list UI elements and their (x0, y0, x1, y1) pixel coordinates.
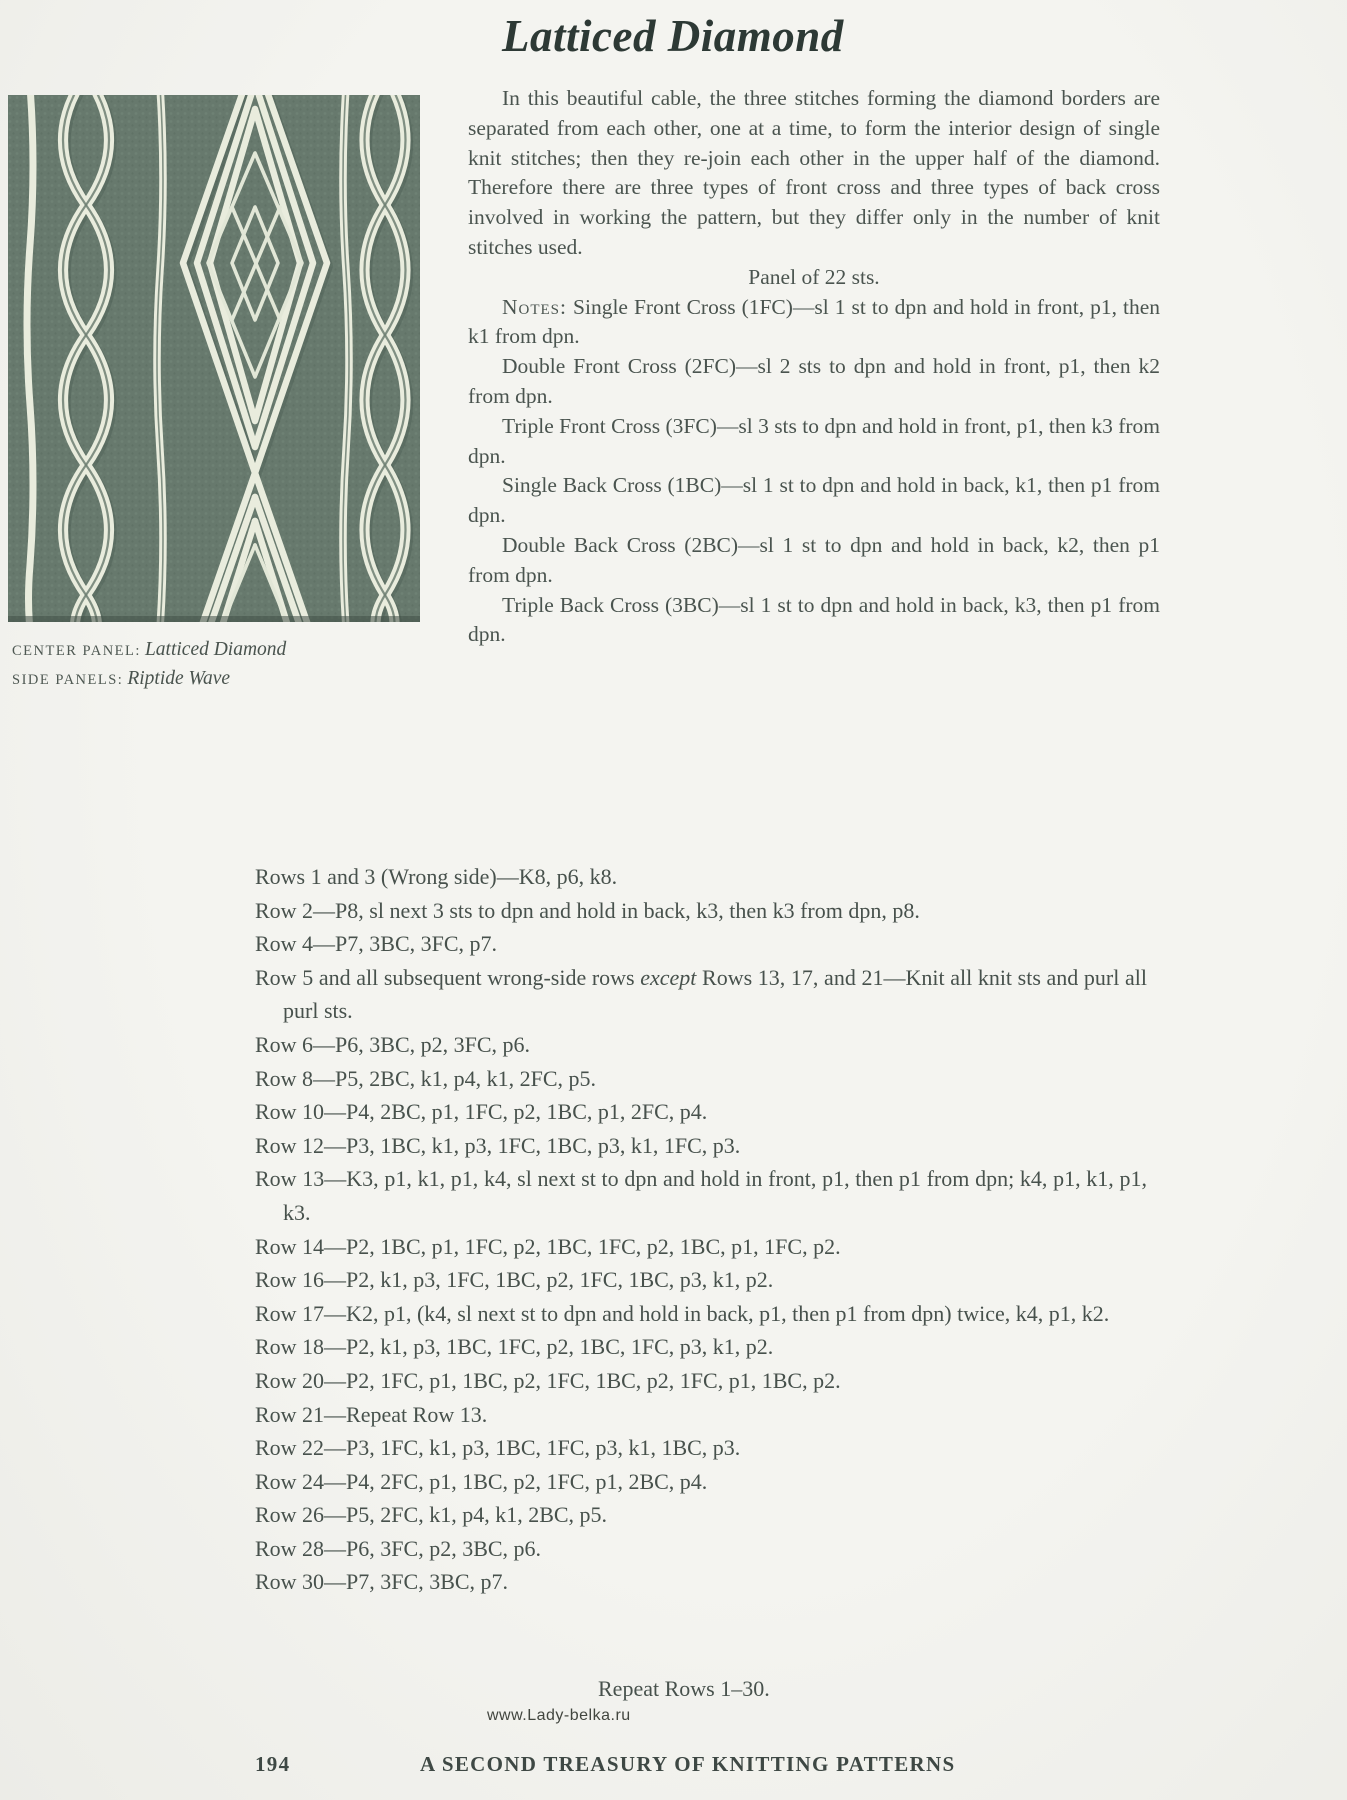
note-text: Double Back Cross (2BC)—sl 1 st to dpn and hold in back, k2, then p1 from dpn. (468, 532, 1160, 587)
note-paragraph (468, 352, 1160, 412)
pattern-row: Row 21—Repeat Row 13. (255, 1401, 488, 1427)
note-paragraph (468, 412, 1160, 472)
note-text: Triple Back Cross (3BC)—sl 1 st to dpn and hold in back, k3, then p1 from dpn. (468, 592, 1160, 647)
knit-swatch-illustration (8, 95, 420, 622)
note-paragraph (468, 471, 1160, 531)
pattern-row: Row 30—P7, 3FC, 3BC, p7. (255, 1569, 509, 1595)
caption-center-label: CENTER PANEL: (12, 643, 141, 659)
pattern-row: Row 24—P4, 2FC, p1, 1BC, p2, 1FC, p1, 2BC, p4. (255, 1468, 708, 1494)
pattern-row: Row 26—P5, 2FC, k1, p4, k1, 2BC, p5. (255, 1502, 608, 1528)
row-text: Rows 13, 17, and 21—Knit all knit sts and purl all purl sts. (283, 964, 1147, 1024)
pattern-row: Row 17—K2, p1, (k4, sl next st to dpn and hold in back, p1, then p1 from dpn) twice, k4, p1, k2. (255, 1300, 1110, 1326)
pattern-row (255, 961, 1147, 1028)
page-number: 194 (255, 1752, 291, 1776)
book-title: A SECOND TREASURY OF KNITTING PATTERNS (420, 1752, 956, 1776)
caption-side-value: Riptide Wave (127, 668, 231, 689)
panel-stitch-count: Panel of 22 sts. (748, 264, 880, 289)
caption-line (12, 665, 432, 694)
notes-label: Notes: (502, 294, 567, 319)
pattern-row: Row 4—P7, 3BC, 3FC, p7. (255, 931, 498, 957)
pattern-row: Row 20—P2, 1FC, p1, 1BC, p2, 1FC, 1BC, p2, 1FC, p1, 1BC, p2. (255, 1367, 841, 1393)
knit-swatch-photo (8, 95, 420, 622)
note-paragraph (468, 293, 1160, 353)
pattern-rows-section (255, 860, 1147, 1599)
caption-center-value: Latticed Diamond (144, 639, 287, 660)
pattern-row: Row 13—K3, p1, k1, p1, k4, sl next st to dpn and hold in front, p1, then p1 from dpn; k4, p1, k1, p1, k3. (255, 1166, 1147, 1225)
note-text: Double Front Cross (2FC)—sl 2 sts to dpn and hold in front, p1, then k2 from dpn. (468, 354, 1160, 408)
note-text: Single Back Cross (1BC)—sl 1 st to dpn and hold in back, k1, then p1 from dpn. (468, 473, 1160, 528)
caption-side-label: SIDE PANELS: (12, 672, 124, 688)
pattern-row: Row 14—P2, 1BC, p1, 1FC, p2, 1BC, 1FC, p2, 1BC, p1, 1FC, p2. (255, 1233, 841, 1259)
pattern-row: Row 22—P3, 1FC, k1, p3, 1BC, 1FC, p3, k1, 1BC, p3. (255, 1435, 741, 1461)
pattern-row: Row 10—P4, 2BC, p1, 1FC, p2, 1BC, p1, 2FC, p4. (255, 1099, 708, 1125)
pattern-row: Row 16—P2, k1, p3, 1FC, 1BC, p2, 1FC, 1BC, p3, k1, p2. (255, 1267, 774, 1293)
pattern-row: Row 28—P6, 3FC, p2, 3BC, p6. (255, 1535, 542, 1561)
pattern-row: Rows 1 and 3 (Wrong side)—K8, p6, k8. (255, 864, 618, 889)
note-paragraph (468, 591, 1160, 651)
row-text-emphasis: except (640, 964, 697, 990)
note-paragraph (468, 531, 1160, 591)
pattern-row: Row 12—P3, 1BC, k1, p3, 1FC, 1BC, p3, k1, 1FC, p3. (255, 1132, 741, 1158)
photo-caption (12, 636, 432, 694)
pattern-row: Row 8—P5, 2BC, k1, p4, k1, 2FC, p5. (255, 1065, 597, 1091)
pattern-row: Row 18—P2, k1, p3, 1BC, 1FC, p2, 1BC, 1FC, p3, k1, p2. (255, 1334, 774, 1360)
intro-paragraph: In this beautiful cable, the three stitches forming the diamond borders are separated from each other, one at a time, to form the interior design of single knit stitches; then they re-join each other in the upper half of the diamond. Therefore there are three types of front cross and three types of back cross involved in working the pattern, but they differ only in the number of knit stitches used. (468, 86, 1160, 259)
repeat-instruction: Repeat Rows 1–30. (598, 1676, 770, 1701)
note-text: Triple Front Cross (3FC)—sl 3 sts to dpn and hold in front, p1, then k3 from dpn. (468, 413, 1160, 468)
caption-line (12, 636, 432, 665)
pattern-row: Row 2—P8, sl next 3 sts to dpn and hold in back, k3, then k3 from dpn, p8. (255, 897, 920, 923)
row-text: Row 5 and all subsequent wrong-side rows (255, 964, 641, 990)
site-watermark: www.Lady-belka.ru (487, 1707, 631, 1724)
intro-column (468, 84, 1160, 650)
pattern-row: Row 6—P6, 3BC, p2, 3FC, p6. (255, 1031, 531, 1057)
note-text: Single Front Cross (1FC)—sl 1 st to dpn and hold in front, p1, then k1 from dpn. (468, 294, 1161, 349)
page-title: Latticed Diamond (502, 11, 844, 61)
